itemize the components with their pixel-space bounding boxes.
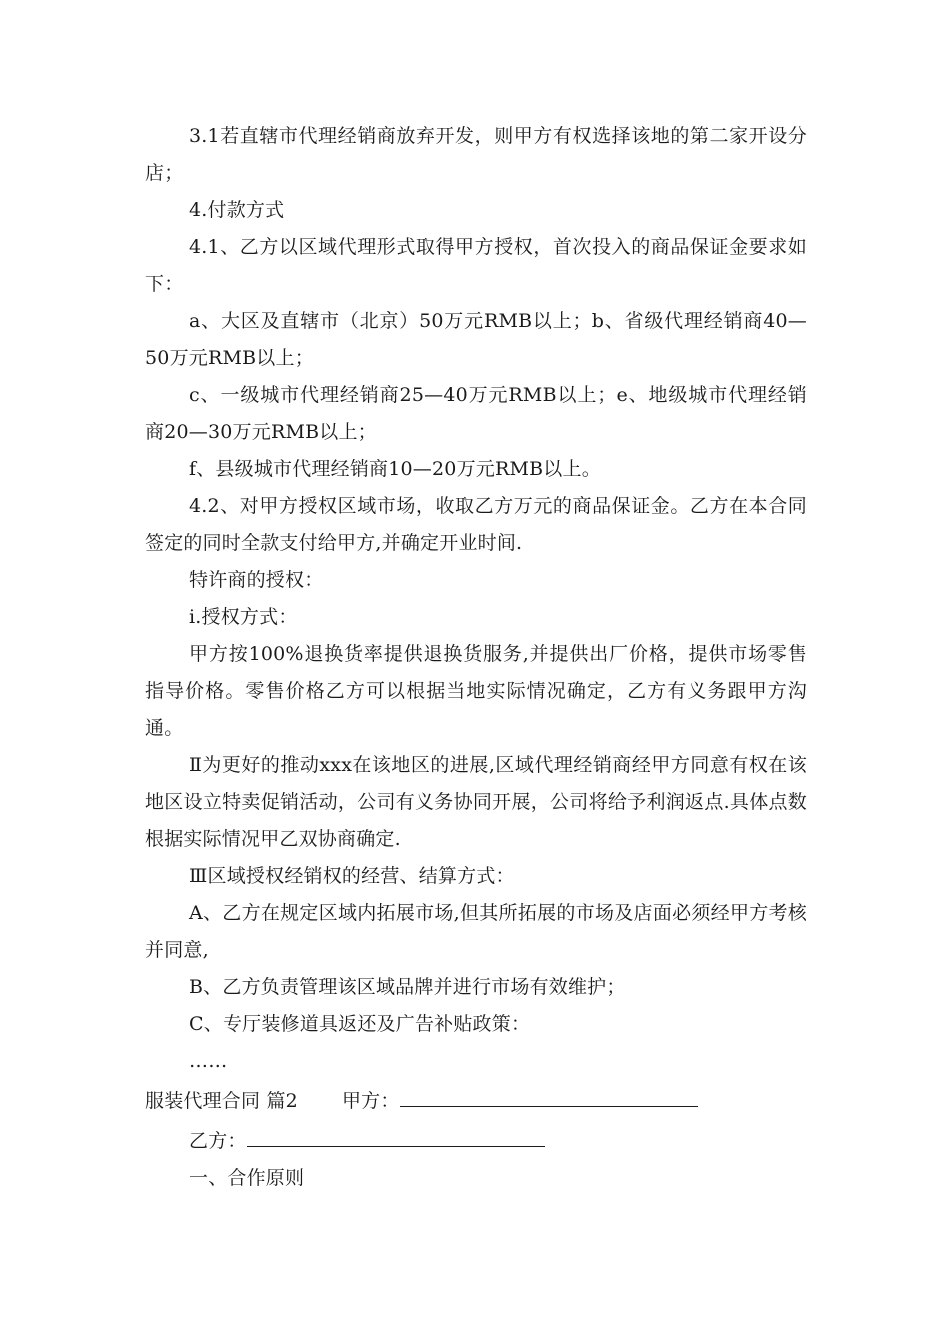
party-a-label: 甲方：: [341, 1090, 400, 1112]
paragraph-item-f: f、县级城市代理经销商10—20万元RMB以上。: [189, 458, 601, 480]
paragraph-settlement-heading: Ⅲ区域授权经销权的经营、结算方式：: [189, 865, 515, 887]
paragraph-3-1: 3.1若直辖市代理经销商放弃开发，则甲方有权选择该地的第二家开设分店；: [145, 125, 807, 184]
paragraph-4-2: 4.2、对甲方授权区域市场，收取乙方万元的商品保证金。乙方在本合同签定的同时全款支付给甲方,并确定开业时间.: [145, 495, 807, 554]
paragraph-item-a-b: a、大区及直辖市（北京）50万元RMB以上；b、省级代理经销商40—50万元RMB以上；: [145, 310, 807, 369]
paragraph-item-A: A、乙方在规定区域内拓展市场,但其所拓展的市场及店面必须经甲方考核并同意,: [145, 902, 807, 961]
document-page: [145, 118, 807, 1197]
paragraph-item-C: C、专厅装修道具返还及广告补贴政策：: [189, 1013, 531, 1035]
paragraph-item-c-e: c、一级城市代理经销商25—40万元RMB以上；e、地级城市代理经销商20—30万元RMB以上；: [145, 384, 807, 443]
paragraph-authorization-method: i.授权方式：: [189, 606, 298, 628]
party-b-label: 乙方：: [189, 1130, 247, 1152]
party-a-blank-line: [400, 1080, 698, 1107]
section2-heading: 服装代理合同 篇2: [145, 1090, 298, 1112]
party-b-line: [145, 1120, 807, 1160]
section2-header-line: [145, 1080, 807, 1120]
paragraph-return-service: 甲方按100%退换货率提供退换货服务,并提供出厂价格，提供市场零售指导价格。零售价格乙方可以根据当地实际情况确定，乙方有义务跟甲方沟通。: [145, 643, 807, 739]
paragraph-promotion: Ⅱ为更好的推动xxx在该地区的进展,区域代理经销商经甲方同意有权在该地区设立特卖促销活动，公司有义务协同开展，公司将给予利润返点.具体点数根据实际情况甲乙双协商确定.: [145, 754, 807, 850]
paragraph-4-1: 4.1、乙方以区域代理形式取得甲方授权，首次投入的商品保证金要求如下：: [145, 236, 807, 295]
paragraph-franchise-heading: 特许商的授权：: [189, 569, 324, 591]
party-b-blank-line: [247, 1120, 545, 1147]
paragraph-ellipsis: ……: [189, 1050, 228, 1072]
section2-first-item: 一、合作原则: [189, 1167, 305, 1189]
paragraph-item-B: B、乙方负责管理该区域品牌并进行市场有效维护；: [189, 976, 626, 998]
paragraph-4-heading: 4.付款方式: [189, 199, 285, 221]
